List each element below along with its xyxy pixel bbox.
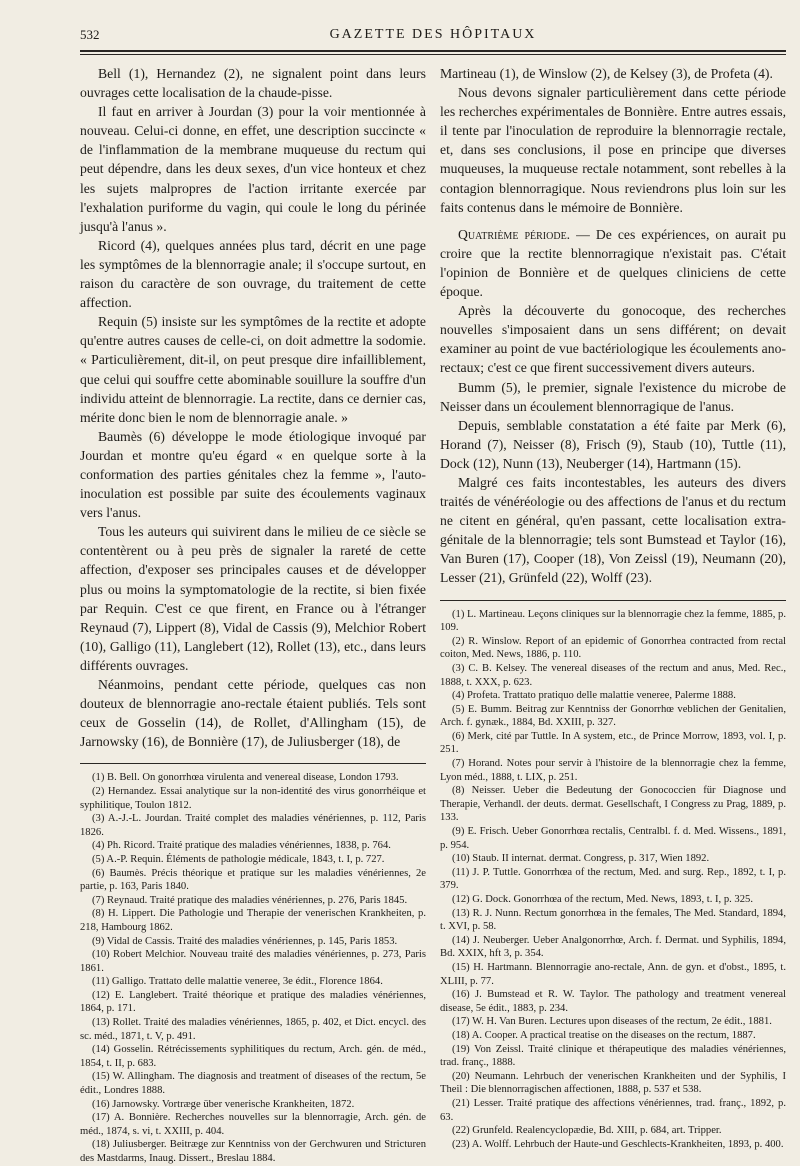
footnote: (16) J. Bumstead et R. W. Taylor. The pathology and treatment venereal disease, 5e édit., 1883, p. 234. bbox=[440, 989, 786, 1014]
footnote: (6) Baumès. Précis théorique et pratique sur les maladies vénériennes, 2e partie, p. 163, Paris 1840. bbox=[80, 867, 426, 893]
left-column bbox=[80, 64, 426, 1166]
footnote: (11) Galligo. Trattato delle malattie veneree, 3e édit., Florence 1864. bbox=[92, 976, 383, 988]
footnote: (21) Lesser. Traité pratique des affections vénériennes, trad. franç., 1892, p. 63. bbox=[440, 1097, 786, 1123]
footnote: (14) Gosselin. Rétrécissements syphilitiques du rectum, Arch. gén. de méd., 1854, t. II, p. 683. bbox=[80, 1044, 426, 1069]
footnote: (5) A.-P. Requin. Éléments de pathologie médicale, 1843, t. I, p. 727. bbox=[92, 853, 385, 865]
footnote: (23) A. Wolff. Lehrbuch der Haute-und Geschlects-Krankheiten, 1893, p. 400. bbox=[452, 1138, 784, 1150]
footnote: (12) E. Langlebert. Traité théorique et pratique des maladies vénériennes, 1864, p. 171. bbox=[80, 989, 426, 1015]
footnote: (2) R. Winslow. Report of an epidemic of Gonorrhea contracted from rectal coiton, Med. News, 1886, p. 110. bbox=[440, 635, 786, 661]
period-heading: Quatrième période. bbox=[458, 226, 571, 242]
paragraph: Il faut en arriver à Jourdan (3) pour la voir mentionnée à nouveau. Celui-ci donne, en effet, une description succincte « de l'inflammation de la membrane muqueuse du rectum qui peut dépendre, dans les deux sexes, d'un vice honteux et chez les sujets malpropres de l'action irritante exercée par l'exhalation puriforme du vagin, qui coule le long du périnée jusqu'à l'anus ». bbox=[80, 104, 426, 234]
footnote: (20) Neumann. Lehrbuch der venerischen Krankheiten und der Syphilis, I Theil : Die blennorragischen affectionen, 1888, p. 537 et 538. bbox=[440, 1070, 786, 1096]
right-footnotes bbox=[440, 608, 786, 1152]
paragraph: Bell (1), Hernandez (2), ne signalent point dans leurs ouvrages cette localisation de la chaude-pisse. bbox=[80, 66, 426, 101]
page-number: 532 bbox=[80, 27, 100, 42]
paragraph: Requin (5) insiste sur les symptômes de la rectite et adopte qu'entre autres causes de celle-ci, on doit admettre la sodomie. « Particulièrement, dit-il, on peut presque dire infailliblement, que celui qui souffre cette abominable souillure la souffre d'un individu atteint de blennorragie. La rectite, dans ce dernier cas, mérite donc bien le nom de blennorragie anale. » bbox=[80, 314, 426, 425]
paragraph: Depuis, semblable constatation a été faite par Merk (6), Horand (7), Neisser (8), Frisch (9), Staub (10), Tuttle (11), Dock (12), Nunn (13), Neuberger (14), Hartmann (15). bbox=[440, 417, 786, 471]
footnote: (12) G. Dock. Gonorrhœa of the rectum, Med. News, 1893, t. I, p. 325. bbox=[452, 894, 753, 905]
paragraph: Nous devons signaler particulièrement dans cette période les recherches expérimentales de Bonnière. Entre autres essais, il tente par l'inoculation de reproduire la blennorragie rectale, et, dans ses conclusions, il pose en principe que diverses muqueuses, la muqueuse rectale notamment, sont rebelles à la contagion blennorragique. Nous reviendrons plus loin sur les faits contenus dans le mémoire de Bonnière. bbox=[440, 85, 786, 215]
footnote: (9) Vidal de Cassis. Traité des maladies vénériennes, p. 145, Paris 1853. bbox=[92, 935, 398, 947]
footnote: (4) Profeta. Trattato pratiquo delle malattie veneree, Palerme 1888. bbox=[452, 690, 736, 702]
footnote: (17) A. Bonnière. Recherches nouvelles sur la blennorragie, Arch. gén. de méd., 1874, s. vi, t. XXIII, p. 404. bbox=[80, 1112, 426, 1137]
footnote: (18) Juliusberger. Beitræge zur Kenntniss von der Gerchwuren und Stricturen des Mastdarms, Inaug. Dissert., Breslau 1884. bbox=[80, 1139, 426, 1164]
footnote: (6) Merk, cité par Tuttle. In A system, etc., de Prince Morrow, 1893, vol. I, p. 251. bbox=[440, 730, 786, 756]
footnote: (17) W. H. Van Buren. Lectures upon diseases of the rectum, 2e édit., 1881. bbox=[452, 1016, 772, 1028]
journal-title: GAZETTE DES HÔPITAUX bbox=[329, 27, 537, 42]
footnote: (3) A.-J.-L. Jourdan. Traité complet des maladies vénériennes, p. 112, Paris 1826. bbox=[80, 813, 426, 838]
footnote: (18) A. Cooper. A practical treatise on the diseases on the rectum, 1887. bbox=[452, 1029, 756, 1041]
paragraph: Ricord (4), quelques années plus tard, décrit en une page les symptômes de la blennorragie anale; il s'occupe surtout, en raison du caractère de son ouvrage, du traitement de cette affection. bbox=[80, 237, 426, 311]
paragraph: Baumès (6) développe le mode étiologique invoqué par Jourdan et montre qu'eu égard « en quelque sorte à la conformation des parties génitales chez la femme », l'auto-inoculation est possible par suite des écoulements vaginaux vers l'anus. bbox=[80, 428, 426, 521]
footnote-separator bbox=[440, 600, 786, 601]
paragraph: Malgré ces faits incontestables, les auteurs des divers traités de vénéréologie ou des affections de l'anus et du rectum ne citent en général, qu'en passant, cette localisation extra-génitale de la blennorragie; tels sont Bumstead et Taylor (16), Van Buren (17), Cooper (18), Von Zeissl (19), Neumann (20), Lesser (21), Grünfeld (22), Wolff (23). bbox=[440, 474, 786, 586]
footnote: (22) Grunfeld. Realencyclopædie, Bd. XIII, p. 684, art. Tripper. bbox=[452, 1125, 722, 1137]
footnote-separator bbox=[80, 763, 426, 764]
right-body bbox=[440, 64, 786, 588]
header-rule-thick bbox=[80, 50, 786, 52]
footnote: (4) Ph. Ricord. Traité pratique des maladies vénériennes, 1838, p. 764. bbox=[92, 840, 391, 852]
footnote: (3) C. B. Kelsey. The venereal diseases of the rectum and anus, Med. Rec., 1888, t. XXX, p. 623. bbox=[440, 662, 786, 688]
footnote: (7) Reynaud. Traité pratique des maladies vénériennes, p. 276, Paris 1845. bbox=[92, 894, 408, 906]
footnote: (13) R. J. Nunn. Rectum gonorrhœa in the females, The Med. Standard, 1894, t. XVI, p. 58. bbox=[440, 907, 786, 933]
footnote: (8) Neisser. Ueber die Bedeutung der Gonococcien für Diagnose und Therapie, Verhandl. der deuts. dermat. Gesellschaft, I Congress zu Prag, 1889, p. 133. bbox=[440, 785, 786, 824]
footnote: (15) H. Hartmann. Blennorragie ano-rectale, Ann. de gyn. et d'obst., 1895, t. XLIII, p. 77. bbox=[440, 961, 786, 987]
footnote: (10) Staub. II internat. dermat. Congress, p. 317, Wien 1892. bbox=[452, 853, 710, 865]
footnote: (16) Jarnowsky. Vortræge über venerische Krankheiten, 1872. bbox=[92, 1098, 355, 1110]
paragraph: Martineau (1), de Winslow (2), de Kelsey (3), de Profeta (4). bbox=[440, 66, 773, 81]
footnote: (5) E. Bumm. Beitrag zur Kenntniss der Gonorrhœ veblichen der Genitalien, Arch. f. gynæk., 1884, Bd. XXIII, p. 327. bbox=[440, 703, 786, 729]
footnote: (9) E. Frisch. Ueber Gonorrhœa rectalis, Centralbl. f. d. Med. Wissens., 1891, p. 954. bbox=[440, 826, 786, 851]
footnote: (14) J. Neuberger. Ueber Analgonorrhœ, Arch. f. Dermat. und Syphilis, 1894, Bd. XXIX, hft 3, p. 354. bbox=[440, 934, 786, 960]
period-paragraph bbox=[440, 225, 786, 301]
footnote: (11) J. P. Tuttle. Gonorrhœa of the rectum, Med. and surg. Rep., 1892, t. I, p. 379. bbox=[440, 866, 786, 892]
footnote: (2) Hernandez. Essai analytique sur la non-identité des virus gonorrhéique et syphilitique, Toulon 1812. bbox=[80, 785, 426, 811]
footnote: (13) Rollet. Traité des maladies vénériennes, 1865, p. 402, et Dict. encycl. des sc. méd., 1871, t. V, p. 491. bbox=[80, 1017, 426, 1042]
right-column bbox=[440, 64, 786, 1151]
footnote: (15) W. Allingham. The diagnosis and treatment of diseases of the rectum, 5e édit., Londres 1888. bbox=[80, 1071, 426, 1097]
paragraph: Néanmoins, pendant cette période, quelques cas non douteux de blennorragie ano-rectale étaient publiés. Tels sont ceux de Gosselin (14), de Rollet, d'Allingham (15), de Jarnowsky (16), de Bonnière (17), de Juliusberger (18), de bbox=[80, 677, 426, 750]
footnote: (7) Horand. Notes pour servir à l'histoire de la blennorragie chez la femme, Lyon méd., 1888, t. LIX, p. 251. bbox=[440, 758, 786, 783]
footnote: (1) L. Martineau. Leçons cliniques sur la blennorragie chez la femme, 1885, p. 109. bbox=[440, 608, 786, 634]
period-text: — De ces expériences, on aurait pu croire que la rectite blennorragique n'existait pas. C'était l'opinion de Bonnière et de quelques cliniciens de cette époque. bbox=[440, 226, 786, 300]
paragraph: Après la découverte du gonocoque, des recherches nouvelles s'imposaient dans un sens différent; on devait examiner au point de vue bactériologique les écoulements ano-rectaux; c'est ce que firent successivement divers auteurs. bbox=[440, 303, 786, 376]
page-header bbox=[80, 24, 786, 44]
paragraph: Tous les auteurs qui suivirent dans le milieu de ce siècle se contentèrent ou à peu près de signaler la rareté de cette affection, d'exposer ses principales causes et de développer plus ou moins la symptomatologie de la rectite, si bien fixée par Requin. C'est ce que firent, en France ou à l'étranger Reynaud (7), Lippert (8), Vidal de Cassis (9), Melchior Robert (10), Galligo (11), Langlebert (12), Rollet (13), etc., dans leurs différents ouvrages. bbox=[80, 524, 426, 673]
left-footnotes bbox=[80, 771, 426, 1165]
footnote: (10) Robert Melchior. Nouveau traité des maladies vénériennes, p. 273, Paris 1861. bbox=[80, 949, 426, 974]
footnote: (1) B. Bell. On gonorrhœa virulenta and venereal disease, London 1793. bbox=[92, 772, 399, 784]
left-body bbox=[80, 64, 426, 751]
header-rule-thin bbox=[80, 54, 786, 55]
footnote: (8) H. Lippert. Die Pathologie und Therapie der venerischen Krankheiten, p. 218, Hambourg 1862. bbox=[80, 908, 426, 933]
paragraph: Bumm (5), le premier, signale l'existence du microbe de Neisser dans un écoulement blennorragique de l'anus. bbox=[440, 379, 786, 414]
footnote: (19) Von Zeissl. Traité clinique et thérapeutique des maladies vénériennes, trad. franç., 1888. bbox=[440, 1043, 786, 1069]
